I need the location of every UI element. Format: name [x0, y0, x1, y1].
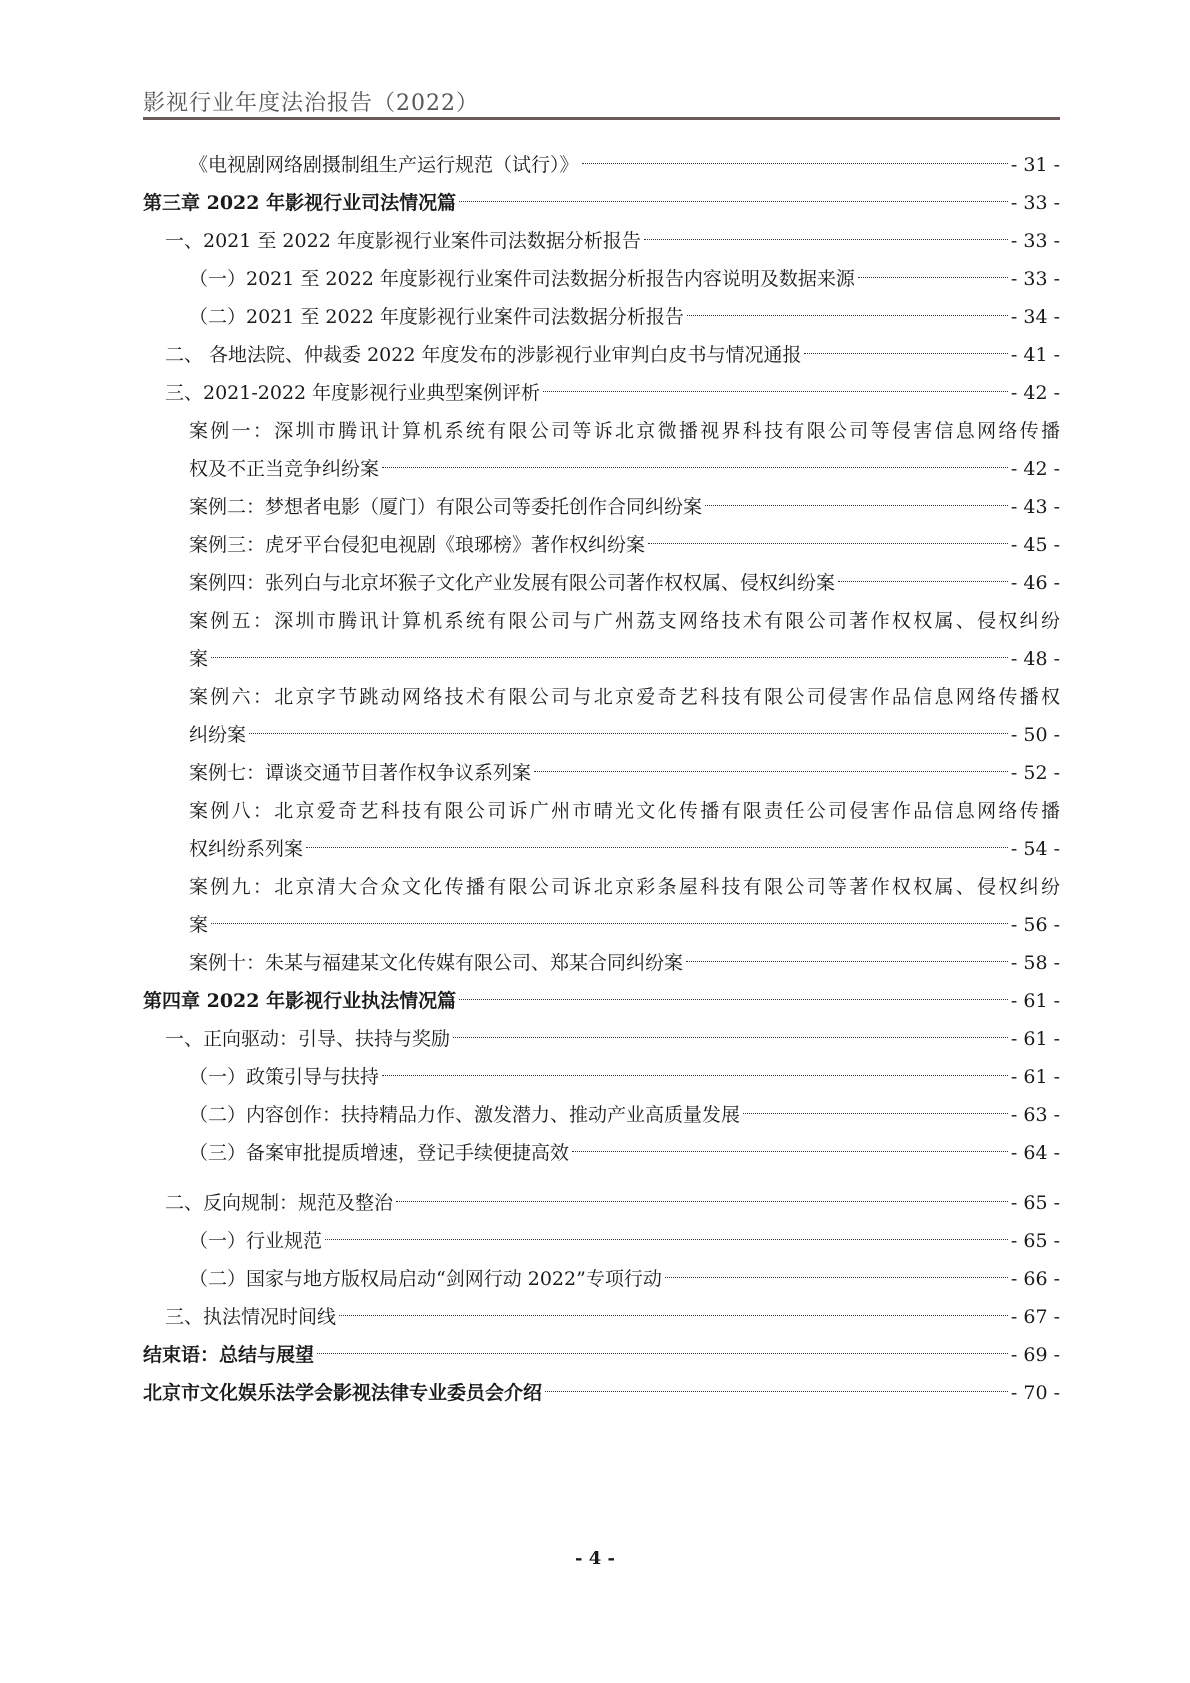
dot-leader	[858, 276, 1008, 278]
toc-entry-page: - 33 -	[1010, 230, 1060, 252]
toc-entry-page: - 45 -	[1010, 534, 1060, 556]
dot-leader	[453, 1036, 1008, 1038]
toc-entry[interactable]	[143, 982, 1060, 1020]
toc-entry[interactable]	[143, 450, 1060, 488]
header-divider	[143, 117, 1060, 120]
toc-entry[interactable]	[143, 1260, 1060, 1298]
toc-entry-page: - 66 -	[1010, 1268, 1060, 1290]
toc-entry[interactable]	[143, 526, 1060, 564]
toc-entry-title: 一、2021 至 2022 年度影视行业案件司法数据分析报告	[165, 230, 641, 252]
toc-entry-title: （一）2021 至 2022 年度影视行业案件司法数据分析报告内容说明及数据来源	[189, 268, 855, 290]
toc-entry-title: （一）政策引导与扶持	[189, 1066, 380, 1088]
toc-entry[interactable]	[143, 564, 1060, 602]
dot-leader	[545, 1390, 1008, 1392]
toc-entry[interactable]	[143, 184, 1060, 222]
toc-entry-title: 案例十：朱某与福建某文化传媒有限公司、郑某合同纠纷案	[189, 952, 684, 974]
toc-entry-page: - 63 -	[1010, 1104, 1060, 1126]
toc-entry-title: 第四章 2022 年影视行业执法情况篇	[143, 990, 457, 1012]
toc-entry-first-line: 案例六：北京字节跳动网络技术有限公司与北京爱奇艺科技有限公司侵害作品信息网络传播权	[189, 686, 1060, 708]
toc-entry-first-line: 案例九：北京清大合众文化传播有限公司诉北京彩条屋科技有限公司等著作权权属、侵权纠纷	[189, 876, 1060, 898]
toc-entry-page: - 64 -	[1010, 1142, 1060, 1164]
dot-leader	[743, 1112, 1008, 1114]
dot-leader	[339, 1314, 1008, 1316]
toc-entry-page: - 56 -	[1010, 914, 1060, 936]
toc-entry[interactable]	[143, 1184, 1060, 1222]
dot-leader	[459, 200, 1008, 202]
toc-entry-title: 案例四：张列白与北京坏猴子文化产业发展有限公司著作权权属、侵权纠纷案	[189, 572, 836, 594]
dot-leader	[644, 238, 1008, 240]
toc-entry-first-line: 案例八：北京爱奇艺科技有限公司诉广州市晴光文化传播有限责任公司侵害作品信息网络传播	[189, 800, 1060, 822]
toc-entry-page: - 70 -	[1010, 1382, 1060, 1404]
toc-entry-title: 二、反向规制：规范及整治	[165, 1192, 394, 1214]
toc-entry[interactable]	[143, 716, 1060, 754]
toc-entry-page: - 42 -	[1010, 458, 1060, 480]
toc-entry-title: 三、执法情况时间线	[165, 1306, 337, 1328]
toc-entry[interactable]	[143, 944, 1060, 982]
dot-leader	[306, 846, 1008, 848]
toc-entry-page: - 58 -	[1010, 952, 1060, 974]
toc-entry-page: - 46 -	[1010, 572, 1060, 594]
toc-entry-page: - 69 -	[1010, 1344, 1060, 1366]
dot-leader	[211, 656, 1008, 658]
toc-entry[interactable]	[143, 488, 1060, 526]
toc-entry[interactable]	[143, 1336, 1060, 1374]
toc-entry[interactable]	[143, 1374, 1060, 1412]
toc-entry-title: 北京市文化娱乐法学会影视法律专业委员会介绍	[143, 1382, 543, 1404]
dot-leader	[249, 732, 1008, 734]
toc-entry-page: - 33 -	[1010, 268, 1060, 290]
dot-leader	[686, 960, 1008, 962]
toc-entry-title: 《电视剧网络剧摄制组生产运行规范（试行）》	[189, 154, 579, 176]
toc-entry[interactable]	[143, 1020, 1060, 1058]
toc-entry[interactable]	[143, 1222, 1060, 1260]
toc-entry-title: 案	[189, 648, 209, 670]
dot-leader	[396, 1200, 1008, 1202]
toc-entry-first-line: 案例一：深圳市腾讯计算机系统有限公司等诉北京微播视界科技有限公司等侵害信息网络传播	[189, 420, 1060, 442]
dot-leader	[534, 770, 1008, 772]
toc-entry-page: - 61 -	[1010, 1028, 1060, 1050]
dot-leader	[325, 1238, 1008, 1240]
toc-entry[interactable]	[143, 754, 1060, 792]
toc-entry-title: （二）2021 至 2022 年度影视行业案件司法数据分析报告	[189, 306, 684, 328]
toc-entry-page: - 61 -	[1010, 1066, 1060, 1088]
toc-entry-title: （三）备案审批提质增速，登记手续便捷高效	[189, 1142, 570, 1164]
dot-leader	[838, 580, 1008, 582]
toc-entry[interactable]	[143, 260, 1060, 298]
toc-entry-title: 权及不正当竞争纠纷案	[189, 458, 380, 480]
toc-entry-page: - 34 -	[1010, 306, 1060, 328]
toc-entry-title: 案	[189, 914, 209, 936]
toc-entry-title: 第三章 2022 年影视行业司法情况篇	[143, 192, 457, 214]
toc-entry[interactable]	[143, 1134, 1060, 1172]
dot-leader	[687, 314, 1008, 316]
toc-entry-page: - 43 -	[1010, 496, 1060, 518]
toc-entry-title: 三、2021-2022 年度影视行业典型案例评析	[165, 382, 541, 404]
running-header: 影视行业年度法治报告（2022）	[143, 91, 479, 116]
toc-entry[interactable]	[143, 298, 1060, 336]
toc-entry-page: - 52 -	[1010, 762, 1060, 784]
toc-entry-page: - 50 -	[1010, 724, 1060, 746]
toc-entry-title: 案例三：虎牙平台侵犯电视剧《琅琊榜》著作权纠纷案	[189, 534, 646, 556]
toc-entry-page: - 41 -	[1010, 344, 1060, 366]
toc-entry-page: - 67 -	[1010, 1306, 1060, 1328]
toc-entry[interactable]	[143, 146, 1060, 184]
toc-entry-page: - 31 -	[1010, 154, 1060, 176]
dot-leader	[648, 542, 1008, 544]
toc-entry-page: - 65 -	[1010, 1230, 1060, 1252]
spacer	[143, 1172, 1060, 1184]
toc-entry[interactable]	[143, 1058, 1060, 1096]
toc-entry-title: 纠纷案	[189, 724, 247, 746]
dot-leader	[459, 998, 1008, 1000]
toc-entry-title: 二、 各地法院、仲裁委 2022 年度发布的涉影视行业审判白皮书与情况通报	[165, 344, 802, 366]
toc-entry-page: - 42 -	[1010, 382, 1060, 404]
dot-leader	[211, 922, 1008, 924]
toc-entry-title: 权纠纷系列案	[189, 838, 304, 860]
toc-entry-title: 一、正向驱动：引导、扶持与奖励	[165, 1028, 451, 1050]
dot-leader	[582, 162, 1008, 164]
toc-entry-first-line: 案例五：深圳市腾讯计算机系统有限公司与广州荔支网络技术有限公司著作权权属、侵权纠纷	[189, 610, 1060, 632]
toc-entry-page: - 61 -	[1010, 990, 1060, 1012]
toc-entry-page: - 65 -	[1010, 1192, 1060, 1214]
toc-entry[interactable]	[143, 640, 1060, 678]
toc-entry-page: - 33 -	[1010, 192, 1060, 214]
toc-entry[interactable]	[143, 830, 1060, 868]
dot-leader	[317, 1352, 1008, 1354]
dot-leader	[665, 1276, 1008, 1278]
table-of-contents	[143, 146, 1060, 1412]
toc-entry-title: （二）国家与地方版权局启动“剑网行动 2022”专项行动	[189, 1268, 662, 1290]
toc-entry-title: 案例二：梦想者电影（厦门）有限公司等委托创作合同纠纷案	[189, 496, 703, 518]
toc-entry[interactable]	[143, 906, 1060, 944]
toc-entry-title: 案例七：谭谈交通节目著作权争议系列案	[189, 762, 532, 784]
toc-entry[interactable]	[143, 336, 1060, 374]
dot-leader	[572, 1150, 1008, 1152]
dot-leader	[804, 352, 1007, 354]
toc-entry-page: - 54 -	[1010, 838, 1060, 860]
toc-entry[interactable]	[143, 222, 1060, 260]
toc-entry-page: - 48 -	[1010, 648, 1060, 670]
dot-leader	[382, 466, 1008, 468]
toc-entry[interactable]	[143, 374, 1060, 412]
dot-leader	[705, 504, 1008, 506]
page-number: - 4 -	[575, 1548, 615, 1569]
toc-entry[interactable]	[143, 1096, 1060, 1134]
toc-entry-title: 结束语：总结与展望	[143, 1344, 315, 1366]
dot-leader	[382, 1074, 1008, 1076]
toc-entry[interactable]	[143, 1298, 1060, 1336]
toc-entry-title: （二）内容创作：扶持精品力作、激发潜力、推动产业高质量发展	[189, 1104, 741, 1126]
toc-entry-title: （一）行业规范	[189, 1230, 323, 1252]
dot-leader	[543, 390, 1008, 392]
